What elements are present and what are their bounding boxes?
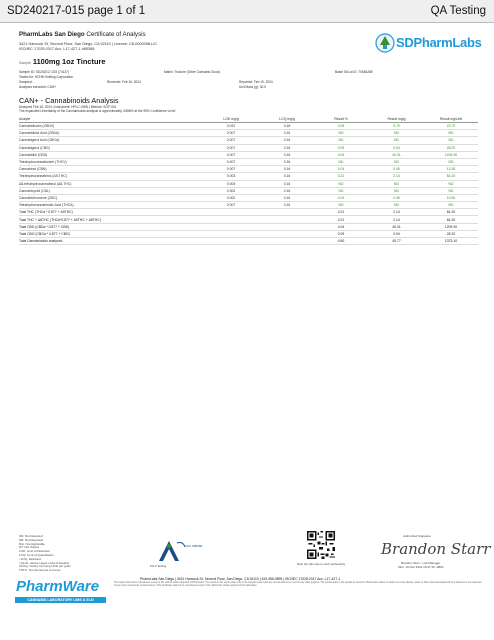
- analyte-cell: Cannabigerol Acid (CBGA): [19, 137, 201, 144]
- legend-item: <LOQ: Detected: [19, 556, 41, 561]
- analyte-cell: Cannabidiol (CBD): [19, 151, 201, 158]
- reported: Reported: Feb 19, 2024: [239, 80, 273, 84]
- value-cell: 0.16: [261, 123, 313, 130]
- value-cell: 0.94: [369, 144, 424, 151]
- lab-heading: [19, 31, 146, 38]
- table-row: [19, 123, 478, 130]
- value-cell: 2.14: [369, 173, 424, 180]
- signature-image: Brandon Starr: [381, 540, 491, 558]
- value-cell: ND: [313, 130, 369, 137]
- abbreviations-legend: [19, 535, 71, 573]
- pjla-acc-number: ACC #85368: [185, 544, 203, 548]
- value-cell: 0.007: [201, 137, 261, 144]
- matrix: Matrix: Tincture (Other Cannabis Good): [164, 70, 220, 74]
- sample-prefix: Sample: [19, 61, 31, 65]
- value-cell: 0.031: [201, 123, 261, 130]
- pjla-label: PJLA Testing: [150, 564, 167, 568]
- value-cell: ND: [424, 202, 478, 209]
- value-cell: 40.31: [369, 151, 424, 158]
- signatory-name: Brandon Starr - Lab Manager: [401, 561, 441, 565]
- value-cell: ND: [313, 202, 369, 209]
- value-cell: [261, 223, 313, 230]
- value-cell: 0.16: [261, 144, 313, 151]
- value-cell: 1373.10: [424, 238, 478, 245]
- column-header: LOQ mg/g: [261, 117, 313, 123]
- value-cell: 0.002: [201, 194, 261, 201]
- footer-disclaimer: This report shall not be reproduced, except in full, without written approval of PharmLabs. The results in this report relate only to the samples tested and are not intended to be used for any other purpose. The results apply to the sample as received. PharmLabs makes no claims as to the efficacy, safety or other risks associated with any detected or non-detected levels of any compounds reported herein. This Certificate shall not be reproduced except in full, without the written approval of the laboratory.: [114, 582, 482, 587]
- analyte-cell: Cannabigerol (CBG): [19, 144, 201, 151]
- column-header: LOD mg/g: [201, 117, 261, 123]
- sdpharmlabs-logo: [374, 30, 482, 56]
- table-row: [19, 180, 478, 187]
- legend-item: TNTC: Too Numerous to Count: [19, 568, 61, 573]
- value-cell: 0.16: [261, 158, 313, 165]
- analysis-info: Analyzed Feb 18, 2024 | Instrument: HPLC-VWD | Method: SOP-001: [19, 105, 117, 109]
- value-cell: [261, 209, 313, 216]
- column-header: Analyte: [19, 117, 201, 123]
- analyte-cell: Total CBG (CBGa * 0.877 + CBG): [19, 230, 201, 237]
- analyte-cell: Cannabinol (CBN): [19, 166, 201, 173]
- value-cell: 28.20: [424, 144, 478, 151]
- lab-address: 3421 Hancock St, Second Floor, San Diego, CA 92110 | License: C8-0000098-LIC: [19, 42, 158, 46]
- lab-name: PharmLabs San Diego: [19, 31, 85, 38]
- document-id: SD240217-015 page 1 of 1: [7, 5, 146, 17]
- value-cell: 23.70: [424, 123, 478, 130]
- value-cell: 0.16: [261, 151, 313, 158]
- legend-item: >ULOL: Above Upper Limit of linearity: [19, 560, 70, 565]
- value-cell: 0.09: [313, 230, 369, 237]
- uncertainty-note: The expanded Uncertainty of the Cannabinoids analysis is approximately 4.858% at the 95% Confidence Level: [19, 109, 176, 114]
- qr-caption: Scan the QR code to verify authenticity: [296, 562, 346, 566]
- value-cell: ND: [369, 137, 424, 144]
- value-cell: 0.002: [201, 187, 261, 194]
- analyte-cell: Cannabicyclol (CBL): [19, 187, 201, 194]
- analyses-executed: Analyses executed: CAN+: [19, 85, 57, 89]
- table-row: [19, 158, 478, 165]
- value-cell: 0.16: [261, 137, 313, 144]
- sample-id: Sample ID: SD240217-015 (74137): [19, 70, 69, 74]
- legend-item: CFU/g: Colony Forming Units per gram: [19, 564, 72, 569]
- value-cell: ND: [313, 158, 369, 165]
- value-cell: 0.08: [313, 123, 369, 130]
- value-cell: 64.20: [424, 216, 478, 223]
- value-cell: [201, 223, 261, 230]
- value-cell: 4.04: [313, 151, 369, 158]
- value-cell: 13.35: [424, 166, 478, 173]
- value-cell: ND: [424, 180, 478, 187]
- footer-address: PharmLabs San Diego | 3421 Hancock St, Second Floor, San Diego, CA 92110 | 619.356.0899 | ISO/IEC 17025:2017 Acc. L17-427-1: [140, 577, 341, 581]
- value-cell: 0.21: [313, 173, 369, 180]
- qa-label: QA Testing: [430, 5, 486, 17]
- value-cell: ND: [369, 180, 424, 187]
- legend-item: NT: Not Tested: [19, 545, 39, 550]
- table-row: [19, 187, 478, 194]
- table-row: [19, 202, 478, 209]
- legend-item: NR: Not Reported: [19, 537, 43, 542]
- analyte-cell: Tetrahydrocannabinol (Δ9-THC): [19, 173, 201, 180]
- column-header: Result mg/g: [369, 117, 424, 123]
- value-cell: 45.77: [369, 238, 424, 245]
- value-cell: 4.50: [313, 238, 369, 245]
- value-cell: 0.004: [201, 180, 261, 187]
- signatory-info: [398, 562, 443, 570]
- table-row: [19, 209, 478, 216]
- value-cell: ND: [369, 202, 424, 209]
- value-cell: 0.04: [313, 194, 369, 201]
- value-cell: 2.14: [369, 216, 424, 223]
- value-cell: 64.20: [424, 209, 478, 216]
- cannabinoids-table: [19, 117, 478, 245]
- value-cell: 40.31: [369, 223, 424, 230]
- value-cell: 0.003: [201, 173, 261, 180]
- table-row: [19, 166, 478, 173]
- tested-for: Tested for: HCHB Holding Corporation: [19, 75, 74, 79]
- value-cell: 0.21: [313, 216, 369, 223]
- table-body: [19, 123, 478, 245]
- value-cell: 28.20: [424, 230, 478, 237]
- analyte-cell: Cannabidivarin (CBDV): [19, 123, 201, 130]
- value-cell: ND: [313, 180, 369, 187]
- value-cell: 0.45: [369, 166, 424, 173]
- analyte-cell: Cannabidiolic Acid (CBDA): [19, 130, 201, 137]
- table-row: [19, 173, 478, 180]
- section-subtitle: [19, 105, 175, 113]
- value-cell: 1209.30: [424, 223, 478, 230]
- document-type: Certificate of Analysis: [86, 31, 146, 38]
- table-row: [19, 151, 478, 158]
- value-cell: 0.007: [201, 202, 261, 209]
- analyte-cell: Tetrahydrocannabivarin (THCV): [19, 158, 201, 165]
- signature-title: Authorized Signature: [403, 534, 432, 538]
- value-cell: [201, 216, 261, 223]
- analyte-cell: Cannabichromene (CBC): [19, 194, 201, 201]
- value-cell: [201, 238, 261, 245]
- value-cell: ND: [424, 137, 478, 144]
- analyte-cell: Δ8-tetrahydrocannabinol (Δ8-THC): [19, 180, 201, 187]
- legend-item: LOQ: Limit of Quantitation: [19, 552, 54, 557]
- value-cell: 0.007: [201, 130, 261, 137]
- column-header: Result %: [313, 117, 369, 123]
- legend-item: LOD: Limit of Detection: [19, 549, 51, 554]
- pjla-accreditation-logo: [151, 535, 197, 565]
- signature-date: Mon, 19 Feb 2024 16:47:16 -0800: [398, 564, 444, 569]
- pharmware-logo-band: [15, 597, 106, 603]
- value-cell: 0.16: [261, 194, 313, 201]
- value-cell: ND: [424, 158, 478, 165]
- top-bar: [0, 0, 494, 23]
- value-cell: 0.94: [369, 230, 424, 237]
- analyte-cell: Total Cannabinoids analyzed: [19, 238, 201, 245]
- sample-title: [19, 57, 105, 66]
- value-cell: 0.16: [261, 130, 313, 137]
- column-header: Result mg/Unit: [424, 117, 478, 123]
- value-cell: 0.09: [313, 144, 369, 151]
- value-cell: 0.79: [369, 123, 424, 130]
- legend-item: N/A: Not Applicable: [19, 541, 45, 546]
- lab-address-block: [19, 42, 157, 52]
- value-cell: ND: [313, 187, 369, 194]
- value-cell: ND: [369, 187, 424, 194]
- pharmware-logo-text: PharmWare: [16, 578, 100, 595]
- table-row: [19, 130, 478, 137]
- value-cell: 0.007: [201, 158, 261, 165]
- value-cell: 0.16: [261, 173, 313, 180]
- pharmware-logo-sub: CANNABIS LABORATORY LIMS & ELN: [27, 598, 94, 602]
- pharmware-logo: [15, 576, 107, 606]
- value-cell: [261, 238, 313, 245]
- table-row: [19, 230, 478, 237]
- value-cell: 0.007: [201, 144, 261, 151]
- sampled: Sampled: -: [19, 80, 35, 84]
- table-row: [19, 194, 478, 201]
- value-cell: 0.007: [201, 166, 261, 173]
- value-cell: 0.21: [313, 209, 369, 216]
- table-row: [19, 144, 478, 151]
- analyte-cell: Total CBD (CBDa * 0.877 + CBD): [19, 223, 201, 230]
- value-cell: [261, 230, 313, 237]
- qr-code[interactable]: [307, 531, 335, 559]
- value-cell: 0.16: [261, 202, 313, 209]
- sample-name: 1100mg 1oz Tincture: [32, 57, 106, 66]
- analyte-cell: Total THC (THCa * 0.877 + Δ9THC): [19, 209, 201, 216]
- sample-meta: [19, 70, 479, 90]
- value-cell: ND: [424, 130, 478, 137]
- value-cell: ND: [369, 158, 424, 165]
- value-cell: ND: [313, 137, 369, 144]
- section-title: CAN+ - Cannabinoids Analysis: [19, 96, 119, 105]
- value-cell: [261, 216, 313, 223]
- value-cell: 0.16: [261, 180, 313, 187]
- value-cell: 0.16: [261, 187, 313, 194]
- received: Received: Feb 16, 2024: [107, 80, 141, 84]
- value-cell: 0.04: [313, 166, 369, 173]
- value-cell: 10.50: [424, 194, 478, 201]
- logo-text: SDPharmLabs: [396, 35, 482, 50]
- value-cell: 4.04: [313, 223, 369, 230]
- batch-id: Batch ID/Lot ID: 70684285: [335, 70, 373, 74]
- unit-mass: Unit Mass (g): 30.0: [239, 85, 266, 89]
- table-row: [19, 216, 478, 223]
- lab-accreditation: ISO/IEC 17025:2017 Acc. L17-427-1 #85368: [19, 47, 95, 51]
- value-cell: ND: [369, 130, 424, 137]
- table-row: [19, 238, 478, 245]
- value-cell: [201, 230, 261, 237]
- value-cell: 64.20: [424, 173, 478, 180]
- value-cell: ND: [424, 187, 478, 194]
- value-cell: 0.16: [261, 166, 313, 173]
- legend-item: ND: Not Detected: [19, 534, 43, 538]
- value-cell: 0.35: [369, 194, 424, 201]
- value-cell: [201, 209, 261, 216]
- analyte-cell: Total THC + Δ8THC (THCa*0.877 + Δ9THC + Δ8THC): [19, 216, 201, 223]
- value-cell: 1209.30: [424, 151, 478, 158]
- analyte-cell: Tetrahydrocannabinolic Acid (THCA): [19, 202, 201, 209]
- table-row: [19, 223, 478, 230]
- value-cell: 0.007: [201, 151, 261, 158]
- logo-emblem-icon: [374, 30, 396, 56]
- value-cell: 2.14: [369, 209, 424, 216]
- table-row: [19, 137, 478, 144]
